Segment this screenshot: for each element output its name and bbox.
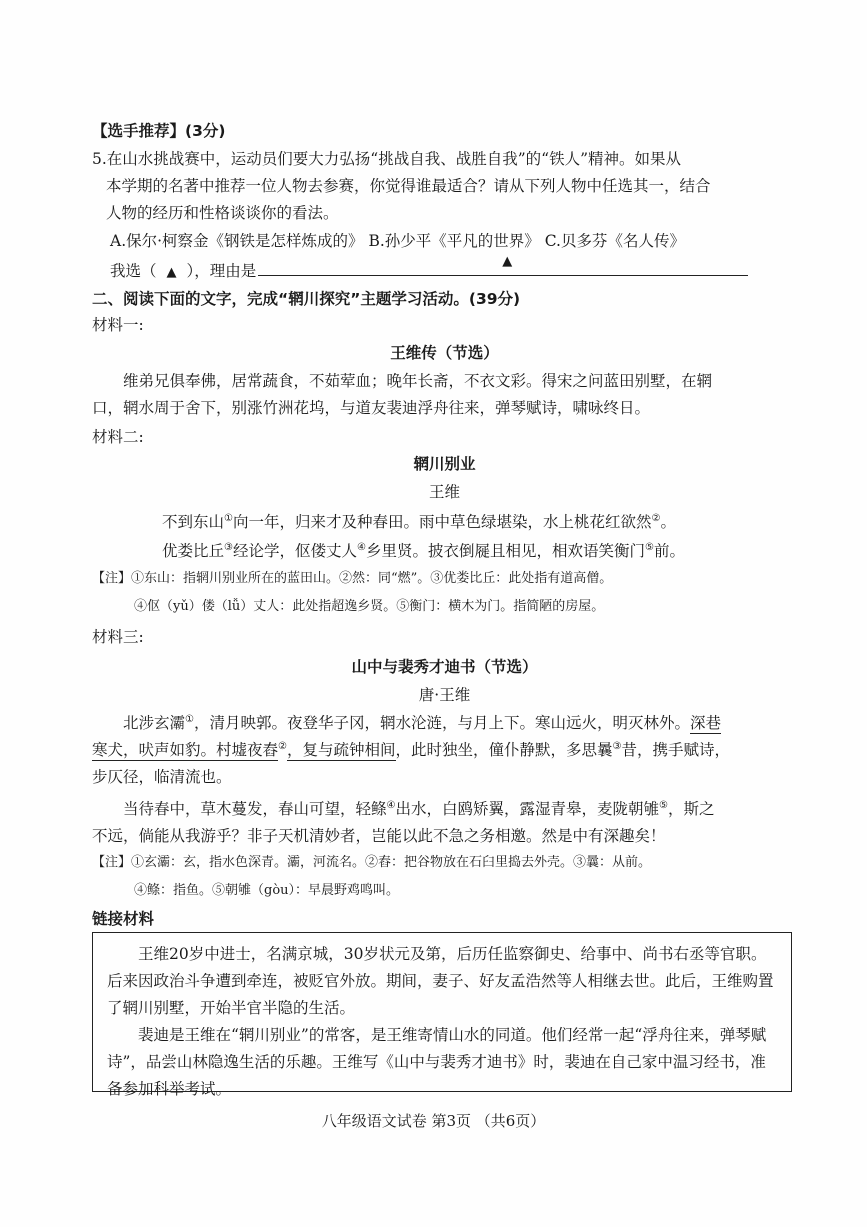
m3-note-2: ④鲦：指鱼。⑤朝雊（gòu）：早晨野鸡鸣叫。 [134,883,400,898]
m2-label: 材料二: [92,428,144,446]
m1-body: 维弟兄俱奉佛，居常蔬食，不茹荤血；晚年长斋，不衣文彩。得宋之问蓝田别墅，在辋 口，辋水周于舍下，别涨竹洲花坞，与道友裴迪浮舟往来，弹琴赋诗，啸咏终日。 [92,372,713,417]
q5-stem: 5.在山水挑战赛中，运动员们要大力弘扬“挑战自我、战胜自我”的“铁人”精神。如果从 本学期的名著中推荐一位人物去参赛，你觉得谁最适合？请从下列人物中任选其一，结合 人物的经历和性格谈谈你的看法。 [92,150,711,222]
m3-label: 材料三: [92,628,144,646]
m3-note-1: 【注】①玄灞：玄，指水色深青。灞，河流名。②舂：把谷物放在石臼里捣去外壳。③曩：从前。 [92,855,652,870]
m1-label: 材料一: [92,316,144,334]
m3-paragraph-1: 北涉玄灞①，清月映郭。夜登华子冈，辋水沦涟，与月上下。寒山远火，明灭林外。深巷 寒犬，吠声如豹。村墟夜舂②，复与疏钟相间，此时独坐，僮仆静默，多思曩③昔，携手赋诗， 步仄径，临清流也。 [92,713,730,786]
choice-blank-mark[interactable]: ▲ [166,265,177,280]
m3-author: 唐·王维 [418,686,471,704]
m2-note-1: 【注】①东山：指辋川别业所在的蓝田山。②然：同“燃”。③优娄比丘：此处指有道高僧。 [92,571,613,586]
underlined-sentence: 深巷 [690,714,722,732]
q5-options: A.保尔·柯察金《钢铁是怎样炼成的》 B.孙少平《平凡的世界》 C.贝多芬《名人传》 [110,232,685,250]
m2-title: 辋川别业 [413,455,476,473]
link-label: 链接材料 [92,910,155,928]
link-paragraph-1: 王维20岁中进士，名满京城，30岁状元及第，后历任监察御史、给事中、尚书右丞等官职。后来因政治斗争遭到牵连，被贬官外放。期间，妻子、好友孟浩然等人相继去世。此后，王维购置了辋川别墅，开始半官半隐的生活。 [107,945,774,1017]
q5-heading: 【选手推荐】(3分) [92,122,226,140]
m2-verse-1: 不到东山①向一年，归来才及种春田。雨中草色绿堪染，水上桃花红欲然②。 [162,512,676,531]
reason-blank-mark: ▲ [502,254,513,269]
m3-title: 山中与裴秀才迪书（节选） [351,658,538,676]
q5-answer-row: 我选（ ▲ ），理由是 ▲ [110,257,797,286]
link-material-box [92,932,792,1098]
page-footer: 八年级语文试卷 第3页 （共6页） [321,1112,546,1130]
link-paragraph-2: 裴迪是王维在“辋川别业”的常客，是王维寄情山水的同道。他们经常一起“浮舟往来，弹琴赋诗”，品尝山林隐逸生活的乐趣。王维写《山中与裴秀才迪书》时，裴迪在自己家中温习经书，准备参加科举考试。 [107,1026,767,1098]
m3-paragraph-2: 当待春中，草木蔓发，春山可望，轻鲦④出水，白鸥矫翼，露湿青皋，麦陇朝雊⑤，斯之 不远，倘能从我游乎？非子天机清妙者，岂能以此不急之务相邀。然是中有深趣矣！ [92,799,715,845]
m2-author: 王维 [428,483,460,501]
m2-note-2: ④伛（yǔ）偻（lǚ）丈人：此处指超逸乡贤。⑤衡门：横木为门。指简陋的房屋。 [134,599,605,614]
section2-heading: 二、阅读下面的文字，完成“辋川探究”主题学习活动。(39分) [92,290,521,308]
m2-verse-2: 优娄比丘③经论学，伛偻丈人④乡里贤。披衣倒屣且相见，相欢语笑衡门⑤前。 [162,541,685,560]
m1-title: 王维传（节选） [390,344,499,362]
